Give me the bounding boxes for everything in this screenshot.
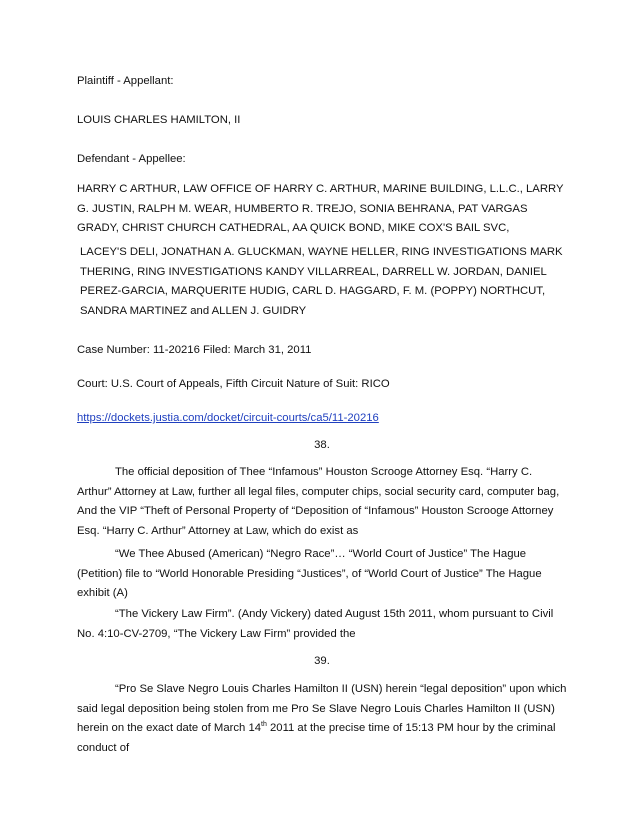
paragraph-stolen-text-b: 2011 at the precise time of 15:13 PM hour by the criminal conduct of xyxy=(77,722,556,754)
paragraph-deposition: The official deposition of Thee “Infamous” Houston Scrooge Attorney Esq. “Harry C. Arthur” Attorney at Law, further all legal files, computer chips, social security card, computer bag, And the VIP “Theft of Personal Property of “Deposition of “Infamous” Houston Scrooge Attorney Esq. “Harry C. Arthur” Attorney at Law, which do exist as xyxy=(77,466,560,537)
page-number-38: 38. xyxy=(314,439,330,451)
docket-link[interactable]: https://dockets.justia.com/docket/circuit-courts/ca5/11-20216 xyxy=(77,412,379,424)
defendant-label: Defendant - Appellee: xyxy=(77,153,186,165)
plaintiff-label: Plaintiff - Appellant: xyxy=(77,75,174,87)
paragraph-petition: “We Thee Abused (American) “Negro Race”… “World Court of Justice” The Hague (Petition) file to “World Honorable Presiding “Justices”, of “World Court of Justice” The Hague exhibit (A) xyxy=(77,548,542,599)
court-line: Court: U.S. Court of Appeals, Fifth Circuit Nature of Suit: RICO xyxy=(77,378,390,390)
defendants-paragraph-1: HARRY C ARTHUR, LAW OFFICE OF HARRY C. ARTHUR, MARINE BUILDING, L.L.C., LARRY G. JUSTIN, RALPH M. WEAR, HUMBERTO R. TREJO, SONIA BEHRANA, PAT VARGAS GRADY, CHRIST CHURCH CATHEDRAL, AA QUICK BOND, MIKE COX'S BAIL SVC, xyxy=(77,183,564,234)
page-number-39: 39. xyxy=(314,655,330,667)
defendants-paragraph-2: LACEY'S DELI, JONATHAN A. GLUCKMAN, WAYNE HELLER, RING INVESTIGATIONS MARK THERING, RING INVESTIGATIONS KANDY VILLARREAL, DARRELL W. JORDAN, DANIEL PEREZ-GARCIA, MARQUERITE HUDIG, CARL D. HAGGARD, F. M. (POPPY) NORTHCUT, SANDRA MARTINEZ and ALLEN J. GUIDRY xyxy=(80,246,563,317)
plaintiff-name: LOUIS CHARLES HAMILTON, II xyxy=(77,114,241,126)
paragraph-vickery: “The Vickery Law Firm”. (Andy Vickery) dated August 15th 2011, whom pursuant to Civil No. 4:10-CV-2709, “The Vickery Law Firm” provided the xyxy=(77,608,554,640)
paragraph-stolen-text-a: “Pro Se Slave Negro Louis Charles Hamilton II (USN) herein “legal deposition” upon which said legal deposition being stolen from me Pro Se Slave Negro Louis Charles Hamilton II (USN) herein on the exact date of March 14 xyxy=(77,683,567,734)
case-number-line: Case Number: 11-20216 Filed: March 31, 2011 xyxy=(77,344,312,356)
docket-link-line xyxy=(77,409,567,429)
paragraph-stolen-deposition xyxy=(77,680,567,758)
ordinal-suffix: th xyxy=(261,721,267,729)
